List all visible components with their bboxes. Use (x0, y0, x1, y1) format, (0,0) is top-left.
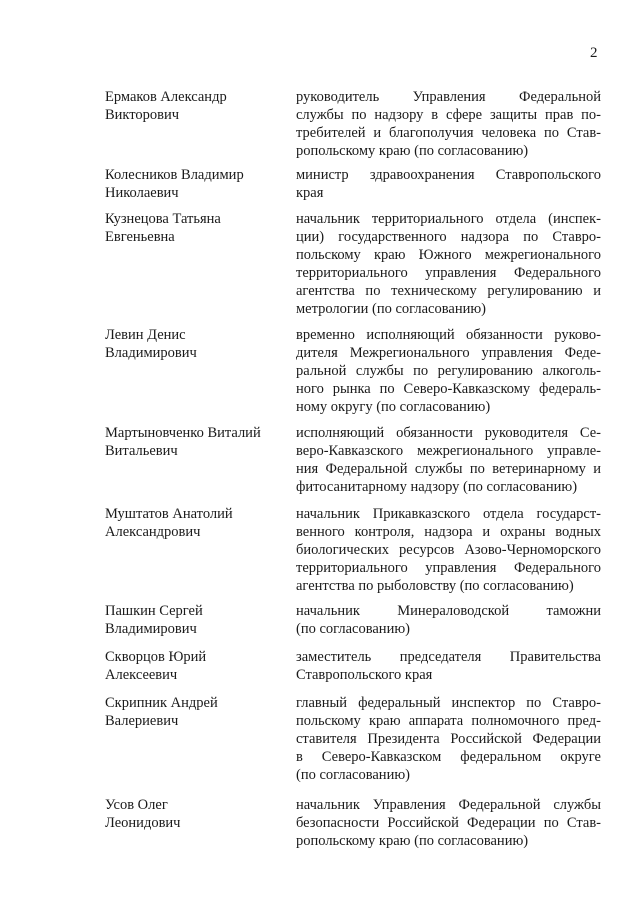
name-line: Скворцов Юрий (105, 649, 207, 665)
person-position (296, 602, 601, 638)
name-line: Евгеньевна (105, 229, 175, 245)
person-position (296, 326, 601, 416)
position-line: начальник Управления Федеральной службы (296, 797, 601, 813)
name-line: Левин Денис (105, 327, 186, 343)
position-line: агентства по рыболовству (по согласованию) (296, 578, 574, 594)
person-position (296, 505, 601, 595)
position-line: временно исполняющий обязанности руково- (296, 327, 601, 343)
name-line: Викторович (105, 107, 180, 123)
position-line: ции) государственного надзора по Ставро- (296, 229, 601, 245)
name-line: Алексеевич (105, 667, 178, 683)
person-position (296, 210, 601, 318)
person-name (105, 648, 285, 684)
position-line: требителей и благополучия человека по Став- (296, 125, 601, 141)
position-line: в Северо-Кавказском федеральном округе (296, 749, 601, 765)
position-line: польскому краю аппарата полномочного пред- (296, 713, 601, 729)
position-line: ральной службы по регулированию алкоголь- (296, 363, 601, 379)
position-line: территориального управления Федерального (296, 265, 601, 281)
position-line: начальник Прикавказского отдела государст- (296, 506, 601, 522)
name-line: Владимирович (105, 345, 197, 361)
position-line: (по согласованию) (296, 767, 410, 783)
position-line: начальник Минераловодской таможни (296, 603, 601, 619)
position-line: ропольскому краю (по согласованию) (296, 833, 529, 849)
position-line: Ставропольского края (296, 667, 433, 683)
position-line: безопасности Российской Федерации по Став- (296, 815, 601, 831)
name-line: Муштатов Анатолий (105, 506, 233, 522)
name-line: Колесников Владимир (105, 167, 244, 183)
position-line: ному округу (по согласованию) (296, 399, 491, 415)
person-name (105, 424, 285, 460)
position-line: дителя Межрегионального управления Феде- (296, 345, 601, 361)
position-line: края (296, 185, 324, 201)
name-line: Мартыновченко Виталий (105, 425, 261, 441)
name-line: Владимирович (105, 621, 197, 637)
name-line: Валериевич (105, 713, 179, 729)
person-position (296, 796, 601, 850)
position-line: агентства по техническому регулированию и (296, 283, 601, 299)
page-number: 2 (590, 45, 598, 61)
position-line: (по согласованию) (296, 621, 410, 637)
person-position (296, 88, 601, 160)
position-line: главный федеральный инспектор по Ставро- (296, 695, 601, 711)
person-name (105, 796, 285, 832)
position-line: службы по надзору в сфере защиты прав по- (296, 107, 601, 123)
name-line: Витальевич (105, 443, 178, 459)
name-line: Ермаков Александр (105, 89, 227, 105)
position-line: исполняющий обязанности руководителя Се- (296, 425, 601, 441)
person-position (296, 648, 601, 684)
name-line: Александрович (105, 524, 201, 540)
person-name (105, 88, 285, 124)
position-line: веро-Кавказского межрегионального управле- (296, 443, 601, 459)
name-line: Скрипник Андрей (105, 695, 218, 711)
position-line: начальник территориального отдела (инспек- (296, 211, 601, 227)
person-name (105, 210, 285, 246)
position-line: ного рынка по Северо-Кавказскому федераль- (296, 381, 601, 397)
person-name (105, 602, 285, 638)
person-position (296, 424, 601, 496)
person-position (296, 694, 601, 784)
position-line: венного контроля, надзора и охраны водных (296, 524, 601, 540)
position-line: ставителя Президента Российской Федерации (296, 731, 601, 747)
name-line: Николаевич (105, 185, 179, 201)
person-name (105, 694, 285, 730)
person-position (296, 166, 601, 202)
position-line: биологических ресурсов Азово-Черноморского (296, 542, 601, 558)
position-line: фитосанитарному надзору (по согласованию) (296, 479, 578, 495)
position-line: заместитель председателя Правительства (296, 649, 601, 665)
position-line: руководитель Управления Федеральной (296, 89, 601, 105)
name-line: Кузнецова Татьяна (105, 211, 221, 227)
person-name (105, 505, 285, 541)
position-line: территориального управления Федерального (296, 560, 601, 576)
position-line: министр здравоохранения Ставропольского (296, 167, 601, 183)
name-line: Леонидович (105, 815, 181, 831)
position-line: польскому краю Южного межрегионального (296, 247, 601, 263)
name-line: Усов Олег (105, 797, 168, 813)
person-name (105, 166, 285, 202)
position-line: метрологии (по согласованию) (296, 301, 487, 317)
name-line: Пашкин Сергей (105, 603, 203, 619)
person-name (105, 326, 285, 362)
position-line: ропольскому краю (по согласованию) (296, 143, 529, 159)
position-line: ния Федеральной службы по ветеринарному и (296, 461, 601, 477)
